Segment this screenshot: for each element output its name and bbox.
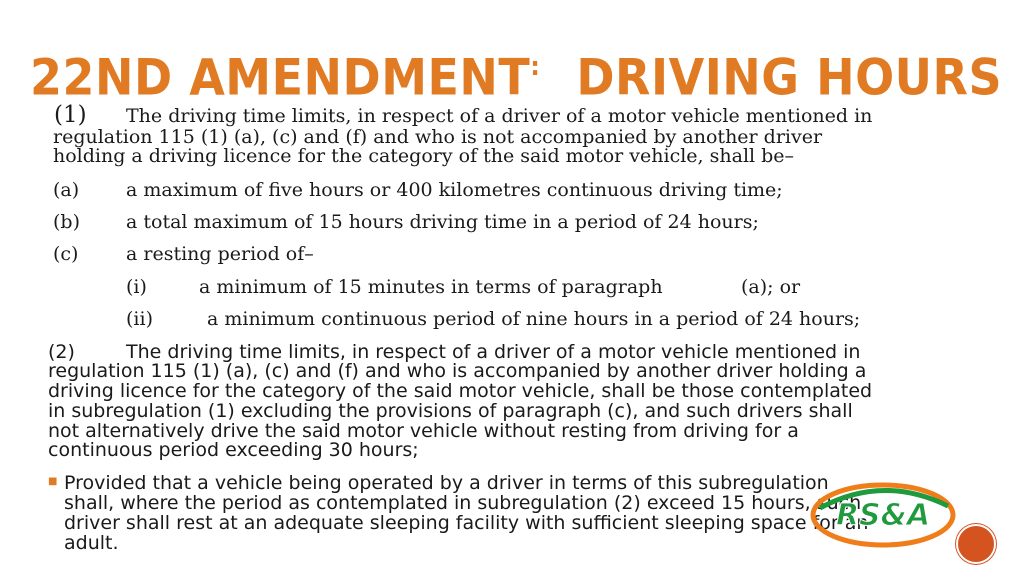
bullet-icon: ■: [48, 476, 58, 487]
subitem-i-ref: (a); or: [741, 276, 801, 298]
slide-title: [30, 34, 1002, 110]
section-1-number: (1): [54, 102, 87, 128]
section-2-line-3: driving licence for the category of the said motor vehicle, shall be those contemplated: [48, 380, 873, 402]
item-c-label: (c): [53, 243, 79, 265]
subitem-i-label: (i): [126, 276, 147, 298]
section-2-line-6: continuous period exceeding 30 hours;: [48, 439, 419, 461]
title-part-2: DRIVING HOURS: [576, 48, 1003, 107]
section-1-line-3: holding a driving licence for the category of the said motor vehicle, shall be–: [53, 145, 795, 167]
proviso-line-2: shall, where the period as contemplated in subregulation (2) exceed 15 hours, such: [64, 492, 862, 514]
proviso-line-4: adult.: [64, 532, 119, 554]
proviso-line-1: Provided that a vehicle being operated by a driver in terms of this subregulation: [64, 472, 829, 494]
section-2-line-4: in subregulation (1) excluding the provisions of paragraph (c), and such drivers shall: [48, 400, 853, 422]
subitem-ii-text: a minimum continuous period of nine hours in a period of 24 hours;: [207, 308, 861, 330]
item-c-text: a resting period of–: [126, 243, 314, 265]
subitem-ii-label: (ii): [126, 308, 153, 330]
section-1-line-2: regulation 115 (1) (a), (c) and (f) and who is not accompanied by another driver: [53, 126, 823, 148]
page-indicator-circle: [956, 524, 996, 564]
section-2-number: (2): [48, 341, 75, 363]
section-2-line-1: The driving time limits, in respect of a driver of a motor vehicle mentioned in: [126, 341, 861, 363]
subitem-i-text: a minimum of 15 minutes in terms of paragraph: [199, 276, 663, 298]
item-b-label: (b): [53, 211, 80, 233]
section-2-line-2: regulation 115 (1) (a), (c) and (f) and who is accompanied by another driver holding a: [48, 360, 867, 382]
rsa-logo: [808, 478, 958, 552]
section-2-line-5: not alternatively drive the said motor vehicle without resting from driving for a: [48, 420, 799, 442]
title-part-1: 22ND AMENDMENT: [30, 48, 531, 107]
section-1-line-1: The driving time limits, in respect of a driver of a motor vehicle mentioned in: [126, 105, 873, 127]
proviso-line-3: driver shall rest at an adequate sleeping facility with sufficient sleeping space for an: [64, 512, 869, 534]
logo-text: RS&A: [835, 498, 931, 533]
item-a-label: (a): [53, 179, 80, 201]
title-colon: :: [530, 51, 541, 82]
item-a-text: a maximum of five hours or 400 kilometres continuous driving time;: [126, 179, 783, 201]
item-b-text: a total maximum of 15 hours driving time in a period of 24 hours;: [126, 211, 759, 233]
